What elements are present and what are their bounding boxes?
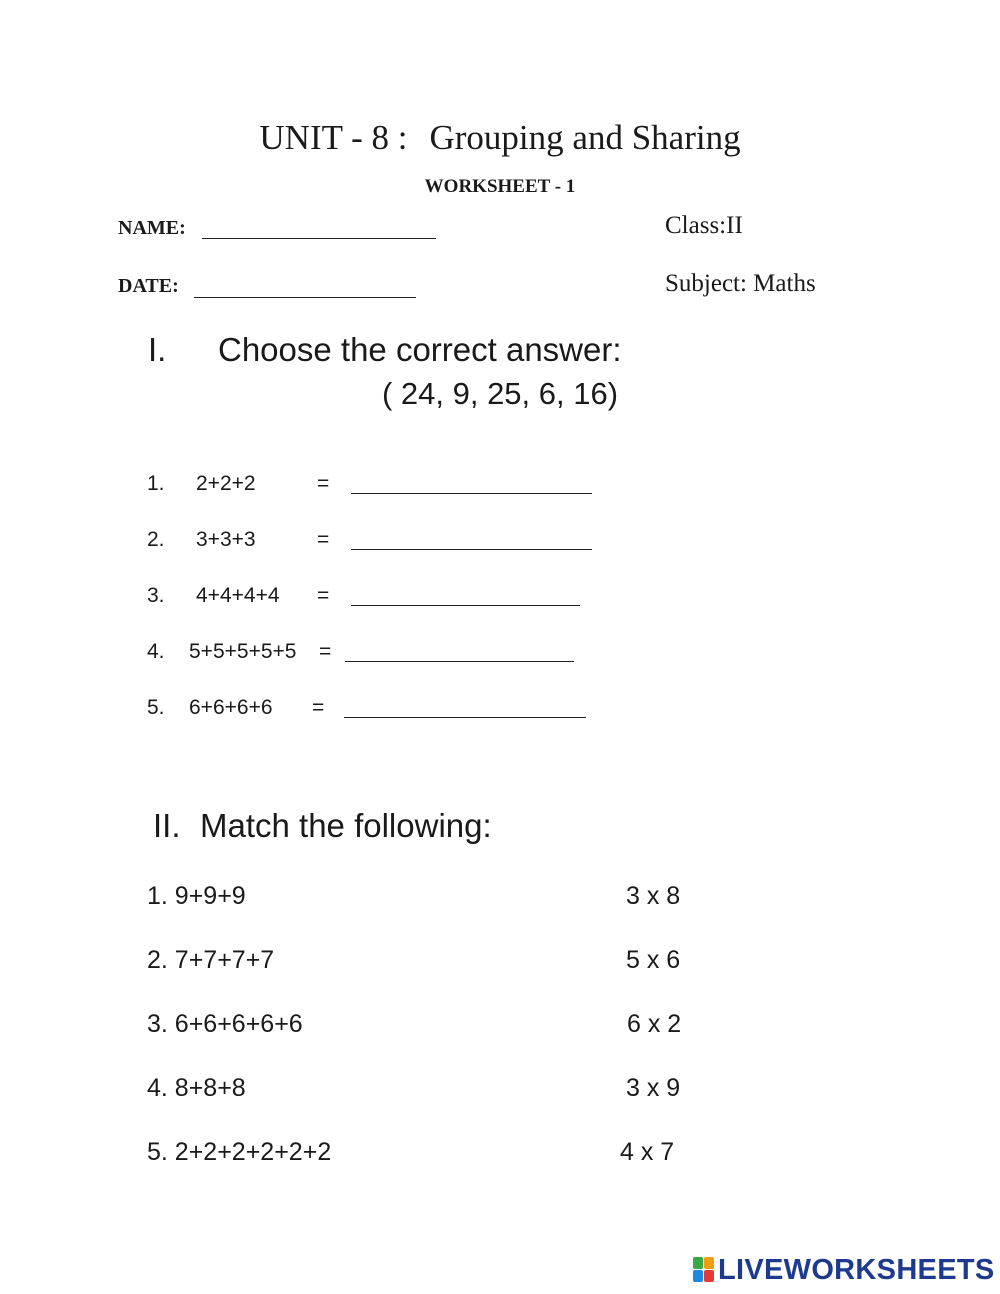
answer-blank[interactable] <box>351 549 592 550</box>
page-title <box>0 118 1000 158</box>
unit-label: UNIT - 8 : <box>259 118 408 157</box>
section2-number: II. <box>153 807 181 844</box>
name-label: NAME: <box>118 217 186 239</box>
question-number: 2. <box>147 528 165 551</box>
answer-blank[interactable] <box>344 717 586 718</box>
subject-label: Subject: Maths <box>665 270 816 297</box>
match-right-item[interactable]: 6 x 2 <box>627 1010 682 1038</box>
answer-blank[interactable] <box>351 605 580 606</box>
match-left-item[interactable]: 3. 6+6+6+6+6 <box>147 1010 303 1038</box>
question-number: 3. <box>147 584 165 607</box>
question-expression: 3+3+3 <box>196 528 256 551</box>
liveworksheets-logo-icon <box>693 1257 715 1283</box>
match-right-item[interactable]: 4 x 7 <box>620 1138 675 1166</box>
worksheet-label: WORKSHEET - 1 <box>424 176 576 197</box>
section1-number: I. <box>148 331 167 368</box>
match-left-item[interactable]: 4. 8+8+8 <box>147 1074 246 1102</box>
name-field[interactable] <box>202 238 436 239</box>
answer-blank[interactable] <box>351 493 592 494</box>
match-left-item[interactable]: 5. 2+2+2+2+2+2 <box>147 1138 332 1166</box>
equals-sign: = <box>317 584 330 607</box>
question-expression: 4+4+4+4 <box>196 584 280 607</box>
match-left-item[interactable]: 2. 7+7+7+7 <box>147 946 275 974</box>
match-right-item[interactable]: 3 x 8 <box>626 882 681 910</box>
answer-choices: ( 24, 9, 25, 6, 16) <box>381 376 619 411</box>
date-label: DATE: <box>118 275 179 297</box>
question-number: 5. <box>147 696 165 719</box>
date-field[interactable] <box>194 297 416 298</box>
match-left-item[interactable]: 1. 9+9+9 <box>147 882 246 910</box>
liveworksheets-logo <box>693 1253 995 1287</box>
answer-blank[interactable] <box>345 661 574 662</box>
match-right-item[interactable]: 5 x 6 <box>626 946 681 974</box>
section1-heading: Choose the correct answer: <box>218 331 622 368</box>
equals-sign: = <box>319 640 332 663</box>
class-label: Class:II <box>665 212 743 239</box>
section2-heading: Match the following: <box>200 807 492 844</box>
match-right-item[interactable]: 3 x 9 <box>626 1074 681 1102</box>
question-number: 1. <box>147 472 165 495</box>
liveworksheets-logo-text: LIVEWORKSHEETS <box>718 1253 995 1286</box>
question-expression: 2+2+2 <box>196 472 256 495</box>
question-expression: 5+5+5+5+5 <box>189 640 297 663</box>
question-expression: 6+6+6+6 <box>189 696 273 719</box>
equals-sign: = <box>312 696 325 719</box>
equals-sign: = <box>317 472 330 495</box>
equals-sign: = <box>317 528 330 551</box>
question-number: 4. <box>147 640 165 663</box>
topic-label: Grouping and Sharing <box>429 118 741 157</box>
